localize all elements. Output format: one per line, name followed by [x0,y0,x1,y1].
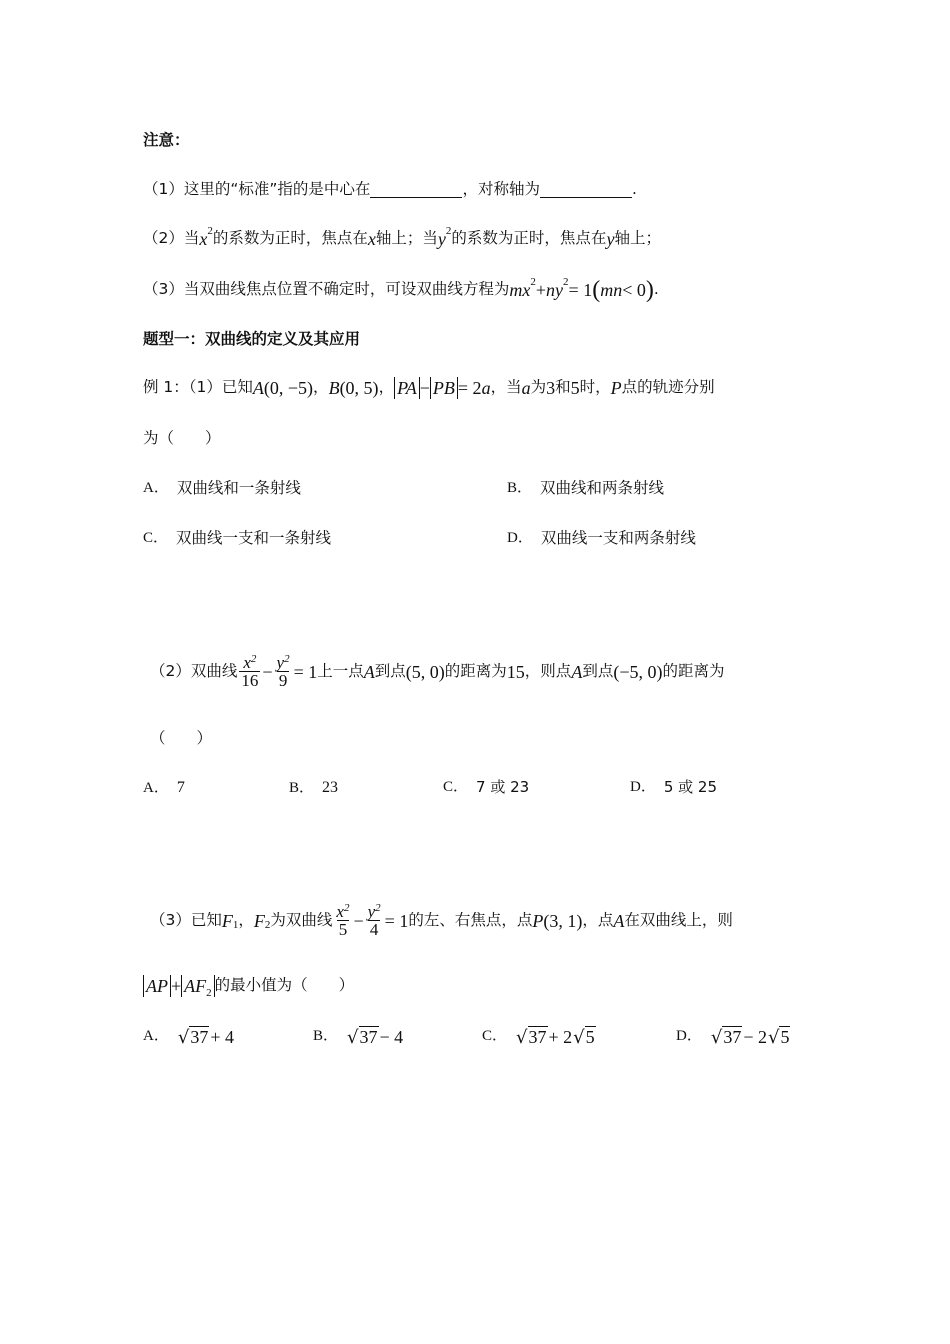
paren: ) [645,277,654,303]
option-label: D． [630,779,656,795]
option-c[interactable] [443,780,529,795]
question-text: 双曲线 [190,661,238,680]
option-b[interactable] [289,780,338,796]
sqrt-37: √ 37 [347,1027,378,1048]
option-a[interactable] [143,780,185,796]
math-sub: 1 [232,919,239,931]
sqrt-37: √ 37 [710,1027,742,1048]
math-fraction: $\frac{y^2}{9}$ [276,653,290,690]
math-var: B [328,378,340,398]
option-a[interactable] [143,1026,234,1047]
math-sub: 2 [264,919,271,931]
option-d[interactable] [676,1026,791,1047]
option-label: B． [289,779,315,796]
math-fraction: $\frac{x^2}{16}$ [241,653,259,690]
question-text: ，当 [490,378,522,397]
option-label: A． [143,480,169,497]
math-var: x [522,280,531,300]
item-text: 的系数为正时，焦点在 [451,229,607,248]
math-abs: AP [143,975,171,997]
question-text: ，则点 [524,661,572,680]
sqrt-5: √ 5 [573,1027,595,1048]
example-2-question [150,654,724,689]
item-index: （1） [143,179,184,198]
item-index: （3） [150,910,191,929]
math-op: < 0 [622,280,646,300]
item-index: （2） [143,229,184,248]
example-1-question-cont: 为（ ） [143,429,221,447]
math-point: (5, 0) [405,661,445,682]
math-var: A [571,661,583,682]
sqrt-5: √ 5 [767,1027,790,1048]
question-text: 时， [579,378,611,397]
option-label: A． [143,779,169,796]
question-text: 到点 [374,661,406,680]
math-var: F [253,910,265,931]
option-text: − 2 [743,1026,767,1047]
math-point: (0, 5) [339,378,379,398]
item-text: 当 [183,229,200,248]
option-text: 双曲线和两条射线 [540,479,665,497]
math-exp: 2 [530,275,536,288]
math-op: + [535,280,547,300]
item-text: . [653,280,659,299]
math-fraction: $\frac{x^2}{5}$ [336,902,350,939]
option-label: D． [676,1028,702,1044]
option-label: C． [482,1028,508,1044]
math-var: A [363,661,375,682]
option-b[interactable] [313,1026,403,1047]
option-text: 5 或 25 [663,778,718,796]
question-text: 为 [530,378,547,397]
option-label: C． [443,779,469,795]
math-var: P [610,378,622,398]
option-text: + 2 [548,1026,573,1047]
item-text: 轴上； [614,229,661,248]
question-text: ， [313,378,329,397]
math-var: y [606,229,615,249]
math-op: = 1 [568,280,593,300]
sqrt-37: √ 37 [516,1027,547,1048]
option-text: + 4 [210,1026,234,1047]
math-var: x [199,229,208,249]
math-abs: PA [394,377,420,399]
math-num: 5 [570,378,580,398]
math-num: 15 [506,661,525,682]
question-text: 的距离为 [444,661,507,680]
example-2-question-cont: （ ） [150,729,213,747]
math-var: A [252,378,264,398]
notice-title: 注意： [143,131,190,149]
option-c[interactable] [143,531,331,547]
question-text: ， [238,910,254,929]
math-exp: 2 [207,224,213,237]
question-text: 上一点 [317,661,364,680]
question-text: 和 [555,378,571,397]
question-text: 的左、右焦点，点 [408,910,533,929]
notice-item-1 [143,181,637,198]
item-index: （3） [143,280,184,299]
math-var: m [509,280,523,300]
section-title: 题型一：双曲线的定义及其应用 [143,330,361,348]
math-var: mn [600,280,623,300]
math-op: − [353,910,364,931]
question-text: ， [378,378,395,397]
option-c[interactable] [482,1026,597,1047]
math-point: (3, 1) [543,910,583,931]
math-abs: $AF_2$ [181,975,215,997]
option-a[interactable] [143,481,301,497]
option-b[interactable] [507,481,664,497]
option-d[interactable] [507,531,696,547]
math-var: x [367,229,376,249]
math-var: y [437,229,446,249]
item-text: . [631,179,637,198]
math-var: P [532,910,544,931]
math-op: − [419,378,430,398]
math-exp: 2 [563,275,569,288]
math-point: (−5, 0) [613,661,663,682]
option-text: 7 [176,779,185,796]
example-3-question-cont [143,975,354,997]
math-var: n [546,280,556,300]
math-exp: 2 [445,224,452,237]
math-num: 3 [546,378,556,398]
notice-item-3 [143,275,659,303]
item-text: 当双曲线焦点位置不确定时，可设双曲线方程为 [183,280,510,299]
item-index: （2） [150,661,191,680]
option-text: 23 [322,779,339,796]
math-op: − [262,661,273,682]
question-text: 点的轨迹分别 [621,378,715,397]
notice-item-2 [143,224,661,249]
option-text: 双曲线和一条射线 [176,479,301,497]
question-text: 的距离为 [662,661,725,680]
option-label: D． [507,530,533,547]
math-point: (0, −5) [263,378,314,398]
math-fraction: $\frac{y^2}{4}$ [367,902,381,939]
item-text: 这里的“标准”指的是中心在 [183,179,371,198]
option-label: B． [507,480,533,497]
math-op: + [171,976,182,996]
option-text: 双曲线一支和一条射线 [176,529,332,547]
option-d[interactable] [630,780,717,795]
math-op: = 2 [457,378,482,398]
math-abs: PB [430,377,458,399]
math-var: F [221,910,233,931]
option-label: B． [313,1028,339,1044]
question-text: 在双曲线上，则 [624,910,733,929]
item-text: ，对称轴为 [462,179,540,198]
paren: ( [592,277,601,303]
math-var: a [481,378,491,398]
question-text: 已知 [190,910,222,929]
example-1-question [143,377,715,399]
option-label: A． [143,1028,169,1044]
item-text: 的系数为正时，焦点在 [212,229,368,248]
math-op: = 1 [384,910,409,931]
math-op: = 1 [293,661,318,682]
fill-blank-2 [540,181,632,198]
item-text: 轴上；当 [375,229,438,248]
option-text: − 4 [379,1026,404,1047]
option-label: C． [143,530,169,547]
math-var: y [555,280,564,300]
fill-blank-1 [370,181,462,198]
question-text: 的最小值为（ ） [214,976,355,995]
example-3-question [150,903,733,938]
math-var: A [613,910,625,931]
question-text: 到点 [582,661,614,680]
sqrt-37: √ 37 [177,1027,209,1048]
math-var: a [521,378,531,398]
option-text: 双曲线一支和两条射线 [540,529,696,547]
question-text: ，点 [582,910,614,929]
option-text: 7 或 23 [476,778,530,796]
question-text: 例 1：（1）已知 [143,378,253,397]
question-text: 为双曲线 [270,910,333,929]
